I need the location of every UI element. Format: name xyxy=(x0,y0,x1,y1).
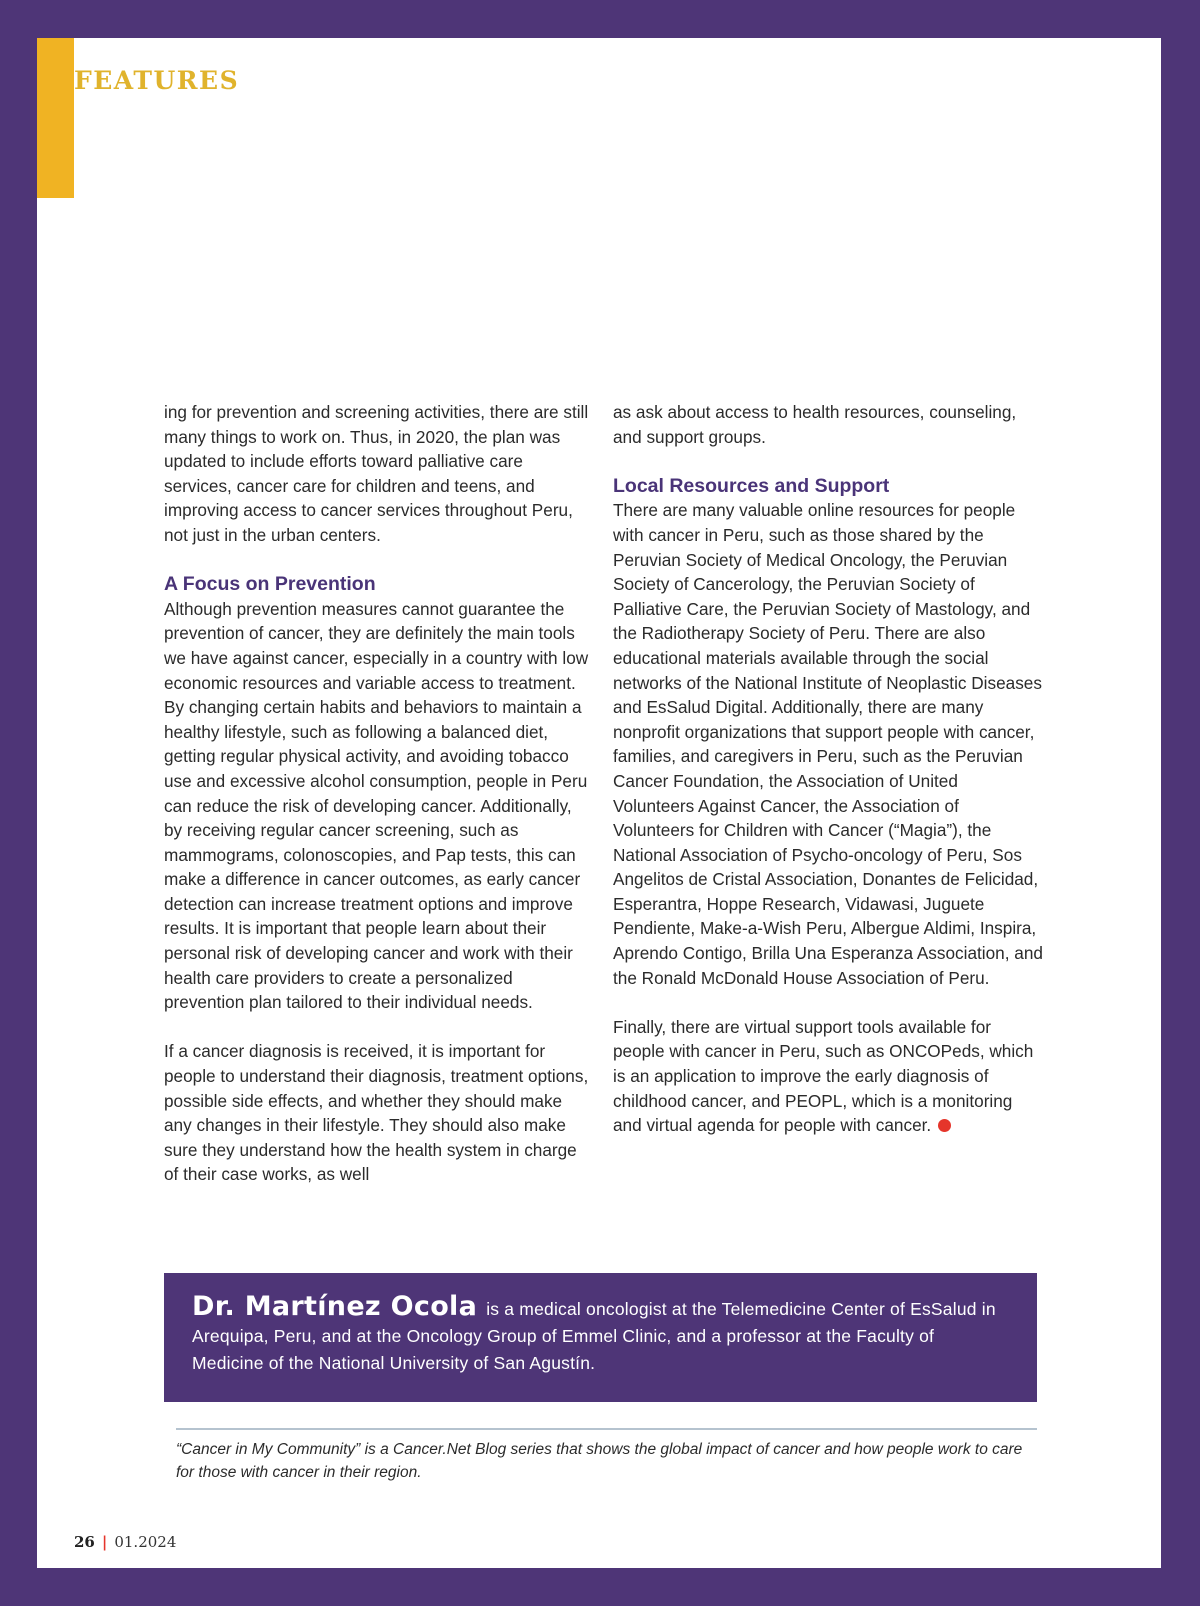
section-label: FEATURES xyxy=(74,66,240,95)
heading-prevention: A Focus on Prevention xyxy=(164,573,376,596)
paragraph-tools-text: Finally, there are virtual support tools available for people with cancer in Peru, such as ONCOPeds, which is an application to improve the early diagnosis of childhood cancer, and PEOPL, which is a monitoring and virtual agenda for people with cancer. xyxy=(613,1016,1034,1136)
author-bio-text: is a medical oncologist at the Telemedicine Center of EsSalud in Arequipa, Peru, and at the Oncology Group of Emmel Clinic, and a professor at the Faculty of Medicine of the National University of San Agustín. xyxy=(192,1299,996,1373)
accent-bar xyxy=(37,38,74,198)
note-divider xyxy=(176,1428,1037,1430)
end-of-article-dot xyxy=(938,1119,951,1132)
issue-date: 01.2024 xyxy=(114,1533,177,1551)
page-number: 26 xyxy=(74,1533,95,1551)
article-column-right xyxy=(613,400,1043,1162)
footer-separator: | xyxy=(101,1533,108,1551)
page-footer xyxy=(74,1533,176,1551)
heading-resources: Local Resources and Support xyxy=(613,474,890,497)
paragraph-diagnosis: If a cancer diagnosis is received, it is important for people to understand their diagnosis, treatment options, possible side effects, and whether they should make any changes in their lifestyle. They should also make sure they understand how the health system in charge of their case works, as well xyxy=(164,1041,589,1185)
author-bio-box xyxy=(164,1273,1037,1402)
author-name: Dr. Martínez Ocola xyxy=(192,1291,478,1322)
series-note: “Cancer in My Community” is a Cancer.Net Blog series that shows the global impact of cancer and how people work to care for those with cancer in their region. xyxy=(176,1441,1023,1481)
paragraph-tools xyxy=(613,1015,1043,1138)
paragraph-intro: ing for prevention and screening activities, there are still many things to work on. Thus, in 2020, the plan was updated to include efforts toward palliative care services, cancer care for children and teens, and improving access to cancer services throughout Peru, not just in the urban centers. xyxy=(164,402,589,545)
paragraph-continued: as ask about access to health resources, counseling, and support groups. xyxy=(613,402,1017,447)
article-column-left xyxy=(164,400,594,1212)
paragraph-resources: There are many valuable online resources for people with cancer in Peru, such as those shared by the Peruvian Society of Medical Oncology, the Peruvian Society of Cancerology, the Peruvian Society of Palliative Care, the Peruvian Society of Mastology, and the Radiotherapy Society of Peru. There are also educational materials available through the social networks of the National Institute of Neoplastic Diseases and EsSalud Digital. Additionally, there are many nonprofit organizations that support people with cancer, families, and caregivers in Peru, such as the Peruvian Cancer Foundation, the Association of United Volunteers Against Cancer, the Association of Volunteers for Children with Cancer (“Magia”), the National Association of Psycho-oncology of Peru, Sos Angelitos de Cristal Association, Donantes de Felicidad, Esperantra, Hoppe Research, Vidawasi, Juguete Pendiente, Make-a-Wish Peru, Albergue Aldimi, Inspira, Aprendo Contigo, Brilla Una Esperanza Association, and the Ronald McDonald House Association of Peru. xyxy=(613,500,1043,988)
paragraph-prevention: Although prevention measures cannot guarantee the prevention of cancer, they are definitely the main tools we have against cancer, especially in a country with low economic resources and variable access to treatment. By changing certain habits and behaviors to maintain a healthy lifestyle, such as following a balanced diet, getting regular physical activity, and avoiding tobacco use and excessive alcohol consumption, people in Peru can reduce the risk of developing cancer. Additionally, by receiving regular cancer screening, such as mammograms, colonoscopies, and Pap tests, this can make a difference in cancer outcomes, as early cancer detection can increase treatment options and improve results. It is important that people learn about their personal risk of developing cancer and work with their health care providers to create a personalized prevention plan tailored to their individual needs. xyxy=(164,598,589,1013)
